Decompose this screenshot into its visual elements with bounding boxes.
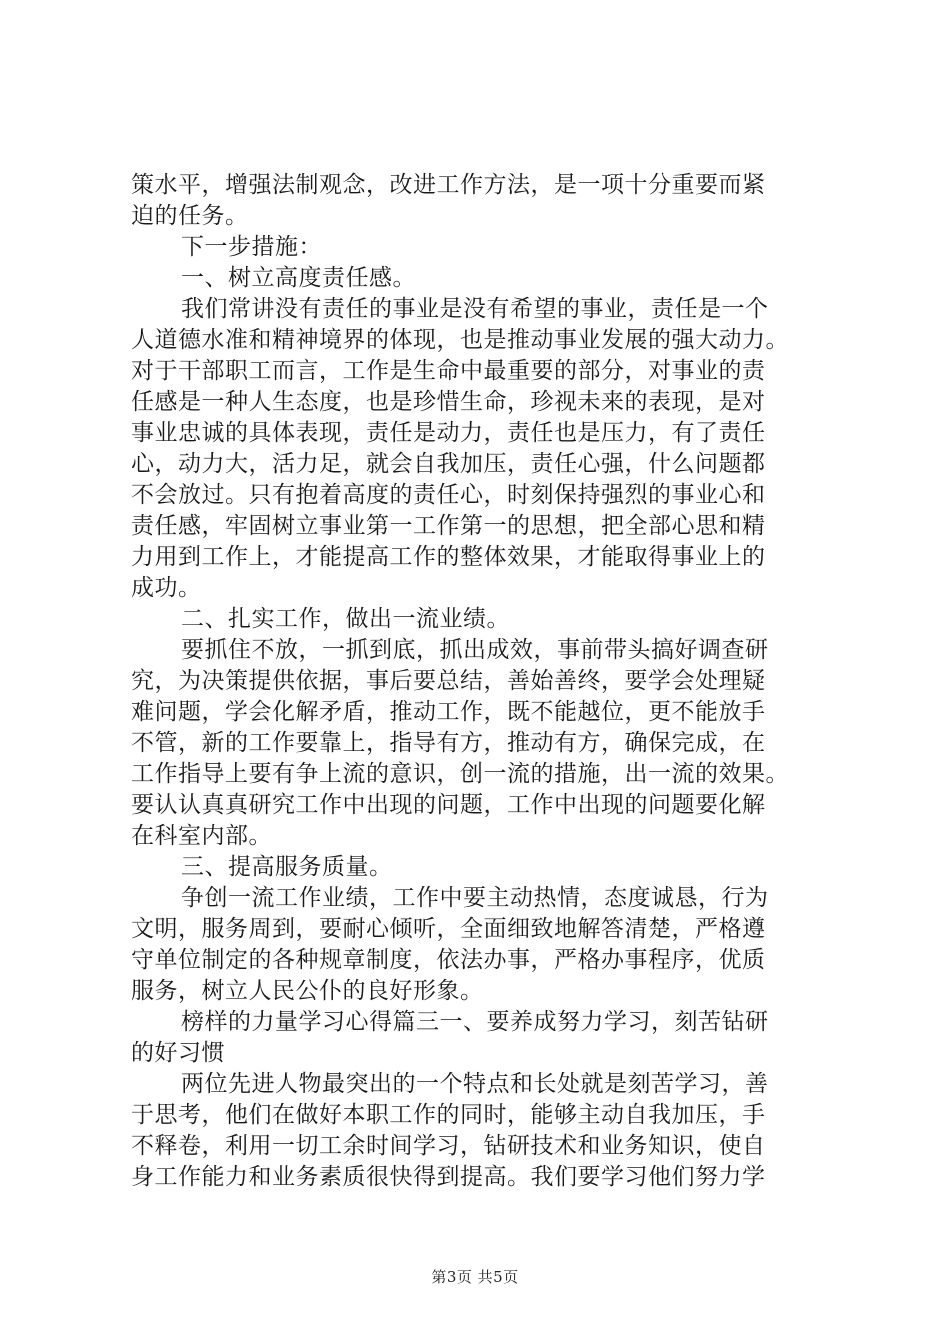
text-line: 两位先进人物最突出的一个特点和长处就是刻苦学习，善: [181, 1071, 769, 1097]
text-line: 对于干部职工而言，工作是生命中最重要的部分，对事业的责: [131, 358, 766, 384]
text-line: 任感是一种人生态度，也是珍惜生命，珍视未来的表现，是对: [131, 389, 766, 415]
text-line: 身工作能力和业务素质很快得到提高。我们要学习他们努力学: [131, 1164, 766, 1190]
text-line: 不会放过。只有抱着高度的责任心，时刻保持强烈的事业心和: [131, 482, 766, 508]
text-line: 人道德水准和精神境界的体现，也是推动事业发展的强大动力。: [131, 327, 789, 353]
text-line: 于思考，他们在做好本职工作的同时，能够主动自我加压，手: [131, 1102, 766, 1128]
text-line: 在科室内部。: [131, 823, 272, 849]
text-line: 工作指导上要有争上流的意识，创一流的措施，出一流的效果。: [131, 761, 789, 787]
text-line: 守单位制定的各种规章制度，依法办事，严格办事程序，优质: [131, 947, 766, 973]
text-line: 成功。: [131, 575, 202, 601]
text-line: 迫的任务。: [131, 203, 249, 229]
text-line: 事业忠诚的具体表现，责任是动力，责任也是压力，有了责任: [131, 420, 766, 446]
text-line: 要认认真真研究工作中出现的问题，工作中出现的问题要化解: [131, 792, 766, 818]
document-body: [131, 170, 831, 1193]
text-line: 不管，新的工作要靠上，指导有方，推动有方，确保完成，在: [131, 730, 766, 756]
text-line: 要抓住不放，一抓到底，抓出成效，事前带头搞好调查研: [181, 637, 769, 663]
page-number-footer: 第3页 共5页: [431, 1268, 519, 1286]
text-line: 力用到工作上，才能提高工作的整体效果，才能取得事业上的: [131, 544, 766, 570]
text-line: 我们常讲没有责任的事业是没有希望的事业，责任是一个: [181, 296, 769, 322]
text-line: 不释卷，利用一切工余时间学习，钻研技术和业务知识，使自: [131, 1133, 766, 1159]
text-line: 文明，服务周到，要耐心倾听，全面细致地解答清楚，严格遵: [131, 916, 766, 942]
section-heading: 三、提高服务质量。: [181, 854, 393, 880]
text-line: 榜样的力量学习心得篇三一、要养成努力学习，刻苦钻研: [181, 1009, 769, 1035]
text-line: 下一步措施：: [181, 234, 322, 260]
text-line: 责任感，牢固树立事业第一工作第一的思想，把全部心思和精: [131, 513, 766, 539]
text-line: 究，为决策提供依据，事后要总结，善始善终，要学会处理疑: [131, 668, 766, 694]
text-line: 争创一流工作业绩，工作中要主动热情，态度诚恳，行为: [181, 885, 769, 911]
text-line: 的好习惯: [131, 1040, 225, 1066]
section-heading: 二、扎实工作，做出一流业绩。: [181, 606, 510, 632]
section-heading: 一、树立高度责任感。: [181, 265, 416, 291]
text-line: 策水平，增强法制观念，改进工作方法，是一项十分重要而紧: [131, 172, 766, 198]
text-line: 心，动力大，活力足，就会自我加压，责任心强，什么问题都: [131, 451, 766, 477]
text-line: 服务，树立人民公仆的良好形象。: [131, 978, 484, 1004]
text-line: 难问题，学会化解矛盾，推动工作，既不能越位，更不能放手: [131, 699, 766, 725]
